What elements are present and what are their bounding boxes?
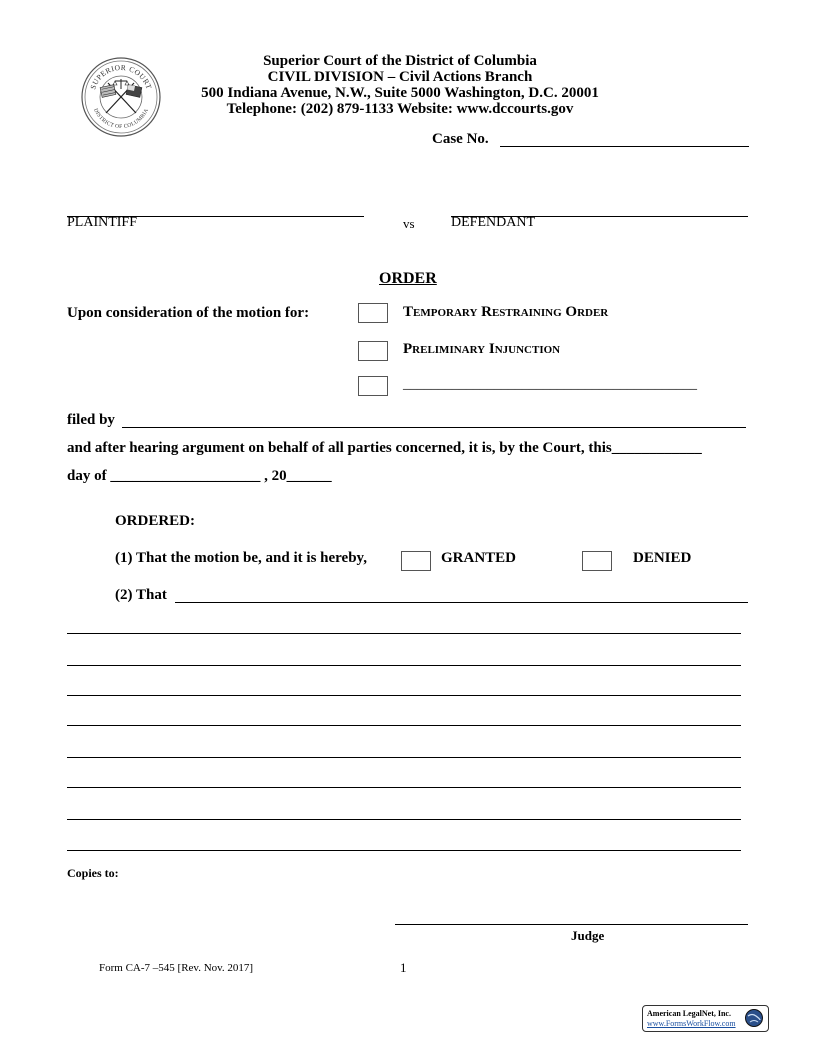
order-text-line[interactable] bbox=[67, 695, 741, 696]
order-text-line[interactable] bbox=[67, 819, 741, 820]
order-text-line[interactable] bbox=[67, 725, 741, 726]
seal-top-text: SUPERIOR COURT bbox=[88, 62, 154, 91]
court-name: Superior Court of the District of Columbia bbox=[263, 53, 537, 69]
granted-label: GRANTED bbox=[441, 550, 517, 566]
plaintiff-label: PLAINTIFF bbox=[67, 215, 138, 230]
seal-bottom-text: DISTRICT OF COLUMBIA bbox=[92, 107, 150, 131]
page-number: 1 bbox=[400, 960, 407, 975]
tro-label: Temporary Restraining Order bbox=[403, 304, 609, 320]
other-motion-checkbox[interactable] bbox=[358, 376, 388, 396]
denied-label: DENIED bbox=[633, 550, 692, 566]
order-text-line[interactable] bbox=[67, 787, 741, 788]
hearing-text: and after hearing argument on behalf of all parties concerned, it is, by the Court, this____________ bbox=[67, 440, 702, 456]
order-text-line[interactable] bbox=[67, 633, 741, 634]
tro-checkbox[interactable] bbox=[358, 303, 388, 323]
order-text-line[interactable] bbox=[67, 757, 741, 758]
order-text-line[interactable] bbox=[67, 850, 741, 851]
order-text-line[interactable] bbox=[67, 665, 741, 666]
preliminary-injunction-checkbox[interactable] bbox=[358, 341, 388, 361]
order-title: ORDER bbox=[379, 270, 437, 287]
legalnet-badge[interactable] bbox=[642, 1005, 769, 1032]
badge-url[interactable]: www.FormsWorkFlow.com bbox=[647, 1019, 736, 1028]
date-line[interactable]: day of ____________________ , 20______ bbox=[67, 468, 332, 484]
globe-icon bbox=[744, 1008, 764, 1028]
court-contact: Telephone: (202) 879-1133 Website: www.dccourts.gov bbox=[226, 101, 574, 117]
judge-label: Judge bbox=[571, 928, 605, 943]
copies-to-label: Copies to: bbox=[67, 866, 119, 880]
division-name: CIVIL DIVISION – Civil Actions Branch bbox=[267, 69, 533, 85]
filed-by-field[interactable] bbox=[122, 427, 746, 428]
defendant-label: DEFENDANT bbox=[451, 215, 535, 230]
ruling-text: (1) That the motion be, and it is hereby, bbox=[115, 550, 367, 566]
item-two-field[interactable] bbox=[175, 602, 748, 603]
granted-checkbox[interactable] bbox=[401, 551, 431, 571]
case-number-field[interactable] bbox=[500, 146, 749, 147]
form-id: Form CA-7 –545 [Rev. Nov. 2017] bbox=[99, 962, 254, 974]
court-address: 500 Indiana Avenue, N.W., Suite 5000 Washington, D.C. 20001 bbox=[201, 85, 599, 101]
other-motion-field[interactable]: __________________________________________ bbox=[403, 377, 697, 392]
filed-by-label: filed by bbox=[67, 412, 115, 428]
versus-label: vs bbox=[403, 216, 415, 231]
item-two-label: (2) That bbox=[115, 587, 167, 603]
preliminary-injunction-label: Preliminary Injunction bbox=[403, 341, 561, 357]
judge-signature-line[interactable] bbox=[395, 924, 748, 925]
denied-checkbox[interactable] bbox=[582, 551, 612, 571]
ordered-label: ORDERED: bbox=[115, 513, 196, 529]
case-number-label: Case No. bbox=[432, 131, 489, 147]
motion-intro: Upon consideration of the motion for: bbox=[67, 305, 310, 321]
badge-company: American LegalNet, Inc. bbox=[647, 1009, 731, 1018]
